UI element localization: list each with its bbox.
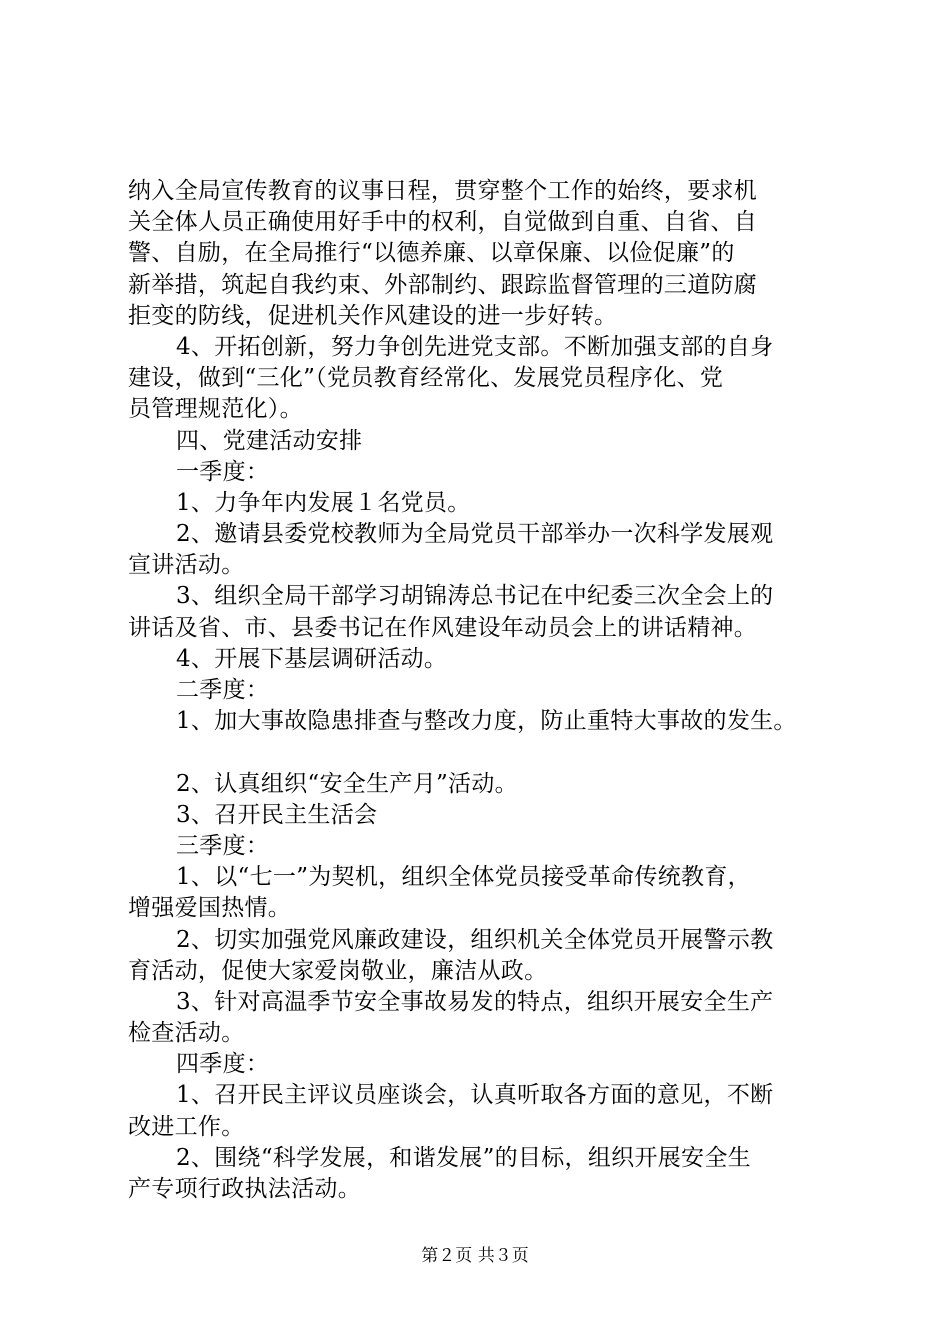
text-line: 2、邀请县委党校教师为全局党员干部举办一次科学发展观 (176, 521, 774, 548)
text-line: 4、开拓创新，努力争创先进党支部。不断加强支部的自身 (176, 333, 774, 360)
text-line: 一季度： (176, 458, 270, 485)
document-body (128, 176, 848, 1205)
text-line: 2、围绕“科学发展，和谐发展”的目标，组织开展安全生 (176, 1144, 751, 1171)
text-line: 二季度： (176, 677, 270, 703)
text-line: 1、加大事故隐患排查与整改力度，防止重特大事故的发生。 (176, 708, 797, 735)
text-line: 3、针对高温季节安全事故易发的特点，组织开展安全生产 (176, 988, 774, 1015)
text-line: 1、召开民主评议员座谈会，认真听取各方面的意见，不断 (176, 1082, 774, 1109)
text-line: 增强爱国热情。 (128, 895, 292, 922)
text-line: 关全体人员正确使用好手中的权利，自觉做到自重、自省、自 (128, 209, 758, 236)
text-line: 员管理规范化）。 (128, 396, 303, 423)
text-line: 产专项行政执法活动。 (128, 1176, 361, 1202)
text-line: 育活动，促使大家爱岗敬业，廉洁从政。 (128, 957, 548, 984)
text-line: 纳入全局宣传教育的议事日程，贯穿整个工作的始终，要求机 (128, 178, 758, 204)
text-line: 四、党建活动安排 (176, 427, 363, 454)
blank-line (128, 737, 848, 768)
text-line: 宣讲活动。 (128, 552, 245, 579)
text-line: 3、召开民主生活会 (176, 801, 378, 828)
text-line: 4、开展下基层调研活动。 (176, 645, 448, 672)
text-line: 警、自励，在全局推行“以德养廉、以章保廉、以俭促廉”的 (128, 240, 735, 267)
page-footer: 第２页 共３页 (421, 1246, 529, 1266)
text-line: 2、认真组织“安全生产月”活动。 (176, 770, 518, 797)
text-line: 拒变的防线，促进机关作风建设的进一步好转。 (128, 302, 618, 329)
text-line: 检查活动。 (128, 1020, 245, 1047)
text-line: 2、切实加强党风廉政建设，组织机关全体党员开展警示教 (176, 926, 774, 953)
text-line: 讲话及省、市、县委书记在作风建设年动员会上的讲话精神。 (128, 614, 758, 641)
text-line: 三季度： (176, 832, 270, 859)
text-line: 新举措，筑起自我约束、外部制约、跟踪监督管理的三道防腐 (128, 271, 758, 298)
text-line: 3、组织全局干部学习胡锦涛总书记在中纪委三次全会上的 (176, 583, 774, 610)
text-line: 1、以“七一”为契机，组织全体党员接受革命传统教育， (176, 864, 751, 891)
text-line: 改进工作。 (128, 1113, 245, 1140)
text-line: 四季度： (176, 1051, 270, 1078)
text-line: 建设，做到“三化”（党员教育经常化、发展党员程序化、党 (128, 365, 724, 392)
text-line: 1、力争年内发展１名党员。 (176, 489, 471, 516)
